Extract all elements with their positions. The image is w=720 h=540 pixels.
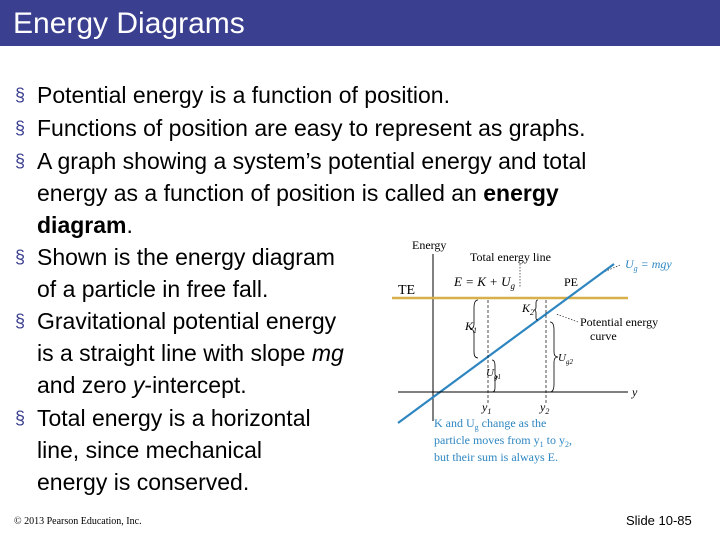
- bullet-text-segment: of a particle in free fall.: [37, 276, 269, 302]
- slide-number: Slide 10-85: [626, 513, 692, 528]
- ug-equation: $U_g$ = mgy: [625, 257, 672, 273]
- slide-title: Energy Diagrams: [13, 7, 245, 40]
- title-bar: [0, 0, 720, 46]
- bullet-marker: §: [15, 85, 26, 105]
- bullet-line: [37, 146, 586, 176]
- bullet-text-segment: Potential energy is a function of position.: [37, 82, 450, 108]
- y-axis-label: y: [632, 385, 638, 399]
- bullet-text-segment: Functions of position are easy to represent as graphs.: [37, 115, 586, 141]
- copyright-footer: © 2013 Pearson Education, Inc.: [14, 516, 142, 527]
- bullet-line: [37, 242, 335, 272]
- bullet-text-segment: diagram: [37, 212, 127, 238]
- pe-curve-pointer: [556, 314, 578, 322]
- bullet-text-segment: and zero: [37, 372, 133, 398]
- bullet-line: [37, 435, 262, 465]
- bullet-text-segment: Gravitational potential energy: [37, 308, 337, 334]
- pe-curve-label-line2: curve: [590, 329, 617, 343]
- bullet-line: [37, 467, 249, 497]
- y1-label: $y_1$: [482, 400, 492, 416]
- bullet-text-segment: -intercept.: [144, 372, 247, 398]
- total-energy-line-label: Total energy line: [470, 250, 551, 264]
- bullet-text-segment: energy: [483, 180, 559, 206]
- bullet-line: [37, 370, 247, 400]
- bullet-line: [37, 80, 450, 110]
- te-label: TE: [398, 283, 416, 298]
- caption-line3: but their sum is always E.: [434, 450, 558, 464]
- caption-line2: particle moves from $y_1$ to $y_2$,: [434, 433, 572, 449]
- bullet-marker: §: [15, 151, 26, 171]
- bullet-line: [37, 338, 344, 368]
- bullet-text-segment: mg: [311, 340, 344, 366]
- bullet-text-segment: line, since mechanical: [37, 437, 263, 463]
- bullet-text-segment: A graph showing a system’s potential energy and total: [37, 148, 587, 174]
- bullet-text-segment: y: [132, 372, 145, 398]
- k2-label: $K_2$: [522, 301, 535, 317]
- bullet-text-segment: .: [126, 212, 133, 238]
- bullet-line: [37, 210, 133, 240]
- caption-line1: K and $U_g$ change as the: [434, 416, 547, 432]
- bullet-marker: §: [15, 408, 26, 428]
- pe-label: PE: [564, 275, 579, 289]
- bullet-line: [37, 113, 585, 143]
- bullet-text-segment: energy as a function of position is called an: [37, 180, 484, 206]
- energy-diagram: [392, 228, 692, 473]
- bullet-line: [37, 306, 336, 336]
- energy-axis-label: Energy: [412, 238, 447, 252]
- bullet-line: [37, 274, 268, 304]
- k2-brace: [534, 300, 538, 320]
- bullet-text-segment: Shown is the energy diagram: [37, 244, 335, 270]
- bullet-text-segment: energy is conserved.: [37, 469, 250, 495]
- bullet-line: [37, 403, 311, 433]
- k1-label: $K_1$: [465, 319, 478, 335]
- bullet-text-segment: Total energy is a horizontal: [37, 405, 311, 431]
- ug1-label: $U_{g1}$: [486, 367, 501, 381]
- bullet-marker: §: [15, 311, 26, 331]
- ug2-label: $U_{g2}$: [558, 352, 573, 366]
- bullet-text-segment: is a straight line with slope: [37, 340, 312, 366]
- bullet-marker: §: [15, 118, 26, 138]
- y2-label: $y_2$: [540, 400, 550, 416]
- bullet-line: [37, 178, 559, 208]
- pe-curve-label-line1: Potential energy: [580, 315, 659, 329]
- ug2-brace: [550, 322, 558, 392]
- bullet-marker: §: [15, 247, 26, 267]
- energy-equation: $E = K + U_g$: [454, 274, 516, 291]
